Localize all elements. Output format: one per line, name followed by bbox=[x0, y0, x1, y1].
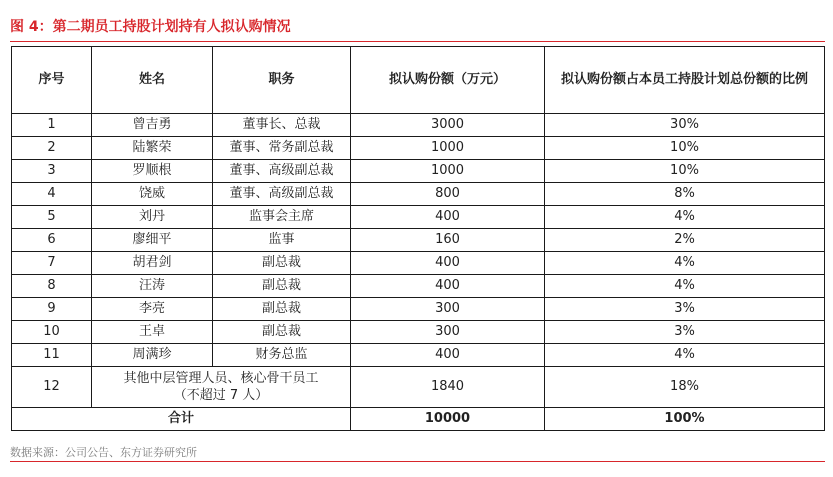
cell-ratio: 3% bbox=[545, 321, 825, 344]
other-staff-line1: 其他中层管理人员、核心骨干员工 bbox=[123, 371, 319, 386]
cell-amount: 1000 bbox=[351, 160, 545, 183]
table-row bbox=[12, 275, 825, 298]
cell-amount: 300 bbox=[351, 298, 545, 321]
total-ratio: 100% bbox=[545, 408, 825, 431]
cell-name: 周满珍 bbox=[92, 344, 213, 367]
table-row-other-staff bbox=[12, 367, 825, 408]
cell-amount: 400 bbox=[351, 344, 545, 367]
cell-no: 7 bbox=[12, 252, 92, 275]
cell-title: 董事、高级副总裁 bbox=[213, 160, 351, 183]
cell-name: 廖细平 bbox=[92, 229, 213, 252]
cell-ratio: 8% bbox=[545, 183, 825, 206]
header-title: 职务 bbox=[213, 47, 351, 114]
cell-amount: 400 bbox=[351, 275, 545, 298]
cell-title: 副总裁 bbox=[213, 321, 351, 344]
other-staff-line2: （不超过 7 人） bbox=[173, 388, 269, 403]
total-amount: 10000 bbox=[351, 408, 545, 431]
cell-title: 财务总监 bbox=[213, 344, 351, 367]
cell-ratio: 4% bbox=[545, 275, 825, 298]
cell-title: 董事、常务副总裁 bbox=[213, 137, 351, 160]
cell-ratio: 18% bbox=[545, 367, 825, 408]
table-total-row bbox=[12, 408, 825, 431]
cell-amount: 1000 bbox=[351, 137, 545, 160]
cell-amount: 400 bbox=[351, 206, 545, 229]
cell-no: 2 bbox=[12, 137, 92, 160]
cell-title: 监事 bbox=[213, 229, 351, 252]
cell-ratio: 10% bbox=[545, 160, 825, 183]
cell-name: 曾吉勇 bbox=[92, 114, 213, 137]
table-row bbox=[12, 160, 825, 183]
cell-no: 11 bbox=[12, 344, 92, 367]
cell-no: 8 bbox=[12, 275, 92, 298]
cell-name: 汪涛 bbox=[92, 275, 213, 298]
table-row bbox=[12, 252, 825, 275]
cell-other-staff bbox=[92, 367, 351, 408]
table-row bbox=[12, 183, 825, 206]
cell-no: 10 bbox=[12, 321, 92, 344]
table-row bbox=[12, 344, 825, 367]
cell-ratio: 10% bbox=[545, 137, 825, 160]
table-header-row bbox=[12, 47, 825, 114]
table-row bbox=[12, 206, 825, 229]
table-row bbox=[12, 229, 825, 252]
cell-title: 董事长、总裁 bbox=[213, 114, 351, 137]
cell-amount: 1840 bbox=[351, 367, 545, 408]
header-amount: 拟认购份额（万元） bbox=[351, 47, 545, 114]
table-row bbox=[12, 114, 825, 137]
bottom-divider bbox=[10, 461, 825, 462]
cell-no: 4 bbox=[12, 183, 92, 206]
cell-title: 副总裁 bbox=[213, 298, 351, 321]
cell-amount: 3000 bbox=[351, 114, 545, 137]
table-row bbox=[12, 137, 825, 160]
cell-ratio: 3% bbox=[545, 298, 825, 321]
cell-title: 董事、高级副总裁 bbox=[213, 183, 351, 206]
cell-ratio: 4% bbox=[545, 206, 825, 229]
cell-no: 5 bbox=[12, 206, 92, 229]
cell-no: 1 bbox=[12, 114, 92, 137]
cell-no: 6 bbox=[12, 229, 92, 252]
holdings-table bbox=[11, 46, 825, 431]
table-row bbox=[12, 298, 825, 321]
cell-no: 3 bbox=[12, 160, 92, 183]
cell-name: 刘丹 bbox=[92, 206, 213, 229]
cell-ratio: 2% bbox=[545, 229, 825, 252]
cell-no: 9 bbox=[12, 298, 92, 321]
cell-ratio: 4% bbox=[545, 252, 825, 275]
table-row bbox=[12, 321, 825, 344]
cell-name: 王卓 bbox=[92, 321, 213, 344]
cell-name: 李亮 bbox=[92, 298, 213, 321]
cell-name: 饶威 bbox=[92, 183, 213, 206]
header-ratio: 拟认购份额占本员工持股计划总份额的比例 bbox=[545, 47, 825, 114]
figure-caption: 图 4：第二期员工持股计划持有人拟认购情况 bbox=[10, 19, 291, 35]
cell-name: 胡君剑 bbox=[92, 252, 213, 275]
cell-amount: 300 bbox=[351, 321, 545, 344]
cell-title: 副总裁 bbox=[213, 252, 351, 275]
top-divider bbox=[10, 41, 825, 42]
header-name: 姓名 bbox=[92, 47, 213, 114]
cell-ratio: 30% bbox=[545, 114, 825, 137]
cell-title: 监事会主席 bbox=[213, 206, 351, 229]
cell-amount: 160 bbox=[351, 229, 545, 252]
cell-ratio: 4% bbox=[545, 344, 825, 367]
cell-name: 罗顺根 bbox=[92, 160, 213, 183]
header-no: 序号 bbox=[12, 47, 92, 114]
source-note: 数据来源：公司公告、东方证券研究所 bbox=[10, 446, 197, 459]
cell-amount: 400 bbox=[351, 252, 545, 275]
cell-amount: 800 bbox=[351, 183, 545, 206]
cell-no: 12 bbox=[12, 367, 92, 408]
cell-title: 副总裁 bbox=[213, 275, 351, 298]
cell-name: 陆繁荣 bbox=[92, 137, 213, 160]
total-label: 合计 bbox=[12, 408, 351, 431]
